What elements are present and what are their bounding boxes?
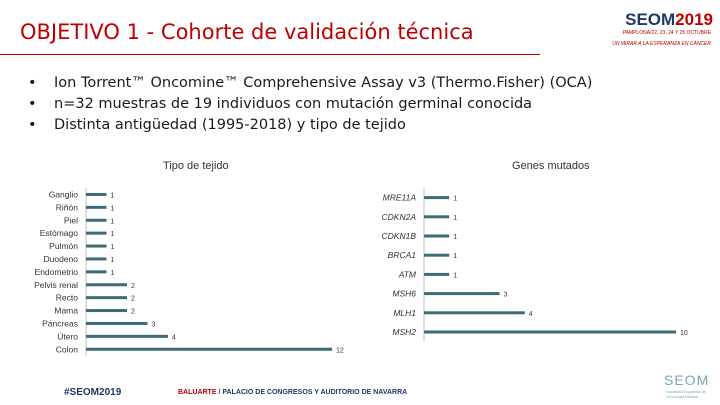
gene-bar <box>424 273 449 276</box>
bullet-marker: • <box>28 117 37 133</box>
tissue-value-label: 4 <box>172 334 176 342</box>
tissue-bar <box>86 348 332 351</box>
tissue-bar <box>86 257 107 260</box>
tissue-category-label: Ganglio <box>48 189 78 200</box>
tissue-category-label: Páncreas <box>42 318 78 329</box>
tissue-bar <box>86 309 127 312</box>
tissue-bar <box>86 322 148 325</box>
gene-bar <box>424 215 449 218</box>
tissue-bar-chart <box>34 188 344 356</box>
tissue-value-label: 1 <box>110 244 115 252</box>
tissue-category-label: Mama <box>54 305 78 316</box>
gene-value-label: 1 <box>453 195 458 203</box>
seom-footer-subtitle: Sociedad Española de Oncología Médica <box>666 389 707 399</box>
tissue-bar <box>86 283 127 286</box>
tissue-category-label: Recto <box>55 292 78 303</box>
tissue-bar <box>86 296 127 299</box>
gene-value-label: 3 <box>503 291 508 299</box>
footer-hashtag: #SEOM2019 <box>64 387 122 398</box>
logo-brand-main: SEOM <box>625 10 676 29</box>
tissue-category-label: Piel <box>63 215 78 226</box>
chart-title-tissue: Tipo de tejido <box>163 160 229 172</box>
gene-category-label: CDKN2A <box>381 211 416 222</box>
tissue-category-label: Duodeno <box>43 253 78 264</box>
tissue-value-label: 2 <box>131 295 135 303</box>
gene-value-label: 1 <box>453 253 458 261</box>
tissue-value-label: 2 <box>131 282 135 290</box>
tissue-bar <box>86 232 107 235</box>
tissue-category-label: Riñón <box>55 202 78 213</box>
footer-venue-b: / PALACIO DE CONGRESOS Y AUDITORIO DE NAVARRA <box>216 389 408 396</box>
gene-category-label: MSH2 <box>392 327 416 337</box>
tissue-value-label: 1 <box>110 231 115 239</box>
bullet-text: n=32 muestras de 19 individuos con mutación germinal conocida <box>54 96 533 112</box>
tissue-value-label: 1 <box>110 256 115 264</box>
gene-bar <box>424 196 449 199</box>
logo-subtitle-motto: UN MIRAR A LA ESPERANZA EN CÁNCER <box>612 41 711 47</box>
gene-category-label: MRE11A <box>382 192 416 203</box>
gene-value-label: 1 <box>453 272 458 280</box>
footer-venue <box>178 389 407 396</box>
tissue-value-label: 3 <box>151 321 156 329</box>
logo-subtitle-dates: PAMPLONA/22, 23, 24 Y 25 OCTUBRE <box>622 30 711 36</box>
gene-bar <box>424 331 676 334</box>
gene-category-label: ATM <box>398 269 416 280</box>
gene-value-label: 1 <box>453 214 458 222</box>
tissue-value-label: 12 <box>336 347 344 355</box>
gene-value-label: 10 <box>680 330 688 337</box>
genes-bar-chart <box>382 188 688 342</box>
seom-footer-logo: SEOM <box>664 372 710 388</box>
gene-category-label: BRCA1 <box>387 250 416 261</box>
gene-value-label: 1 <box>453 234 458 241</box>
tissue-bar <box>86 270 107 273</box>
gene-bar <box>424 235 449 238</box>
footer-venue-a: BALUARTE <box>178 389 217 396</box>
gene-category-label: CDKN1B <box>381 231 416 241</box>
tissue-category-label: Estómago <box>39 228 78 239</box>
tissue-category-label: Colon <box>55 344 78 355</box>
tissue-value-label: 2 <box>131 308 135 316</box>
gene-bar <box>424 292 500 295</box>
gene-category-label: MSH6 <box>392 288 416 299</box>
tissue-category-label: Pelvis renal <box>34 279 78 290</box>
tissue-value-label: 1 <box>110 192 115 200</box>
gene-value-label: 4 <box>528 310 533 318</box>
tissue-value-label: 1 <box>110 269 115 277</box>
tissue-category-label: Útero <box>57 331 78 342</box>
gene-bar <box>424 311 525 314</box>
gene-category-label: MLH1 <box>393 307 416 318</box>
bullet-text: Ion Torrent™ Oncomine™ Comprehensive Assay v3 (Thermo.Fisher) (OCA) <box>54 75 593 91</box>
tissue-value-label: 1 <box>110 205 115 213</box>
chart-title-genes: Genes mutados <box>512 160 590 172</box>
bullet-marker: • <box>28 96 37 112</box>
gene-bar <box>424 254 449 257</box>
bullet-marker: • <box>28 75 37 91</box>
tissue-bar <box>86 193 107 196</box>
tissue-bar <box>86 206 107 209</box>
tissue-value-label: 1 <box>110 218 115 226</box>
tissue-bar <box>86 245 107 248</box>
logo-brand-year: 2019 <box>675 10 713 29</box>
bullet-text: Distinta antigüedad (1995-2018) y tipo de tejido <box>54 117 406 133</box>
tissue-bar <box>86 219 107 222</box>
tissue-category-label: Endometrio <box>34 266 78 277</box>
page-title: OBJETIVO 1 - Cohorte de validación técnica <box>20 20 474 44</box>
tissue-bar <box>86 335 168 338</box>
tissue-category-label: Pulmón <box>49 241 78 252</box>
